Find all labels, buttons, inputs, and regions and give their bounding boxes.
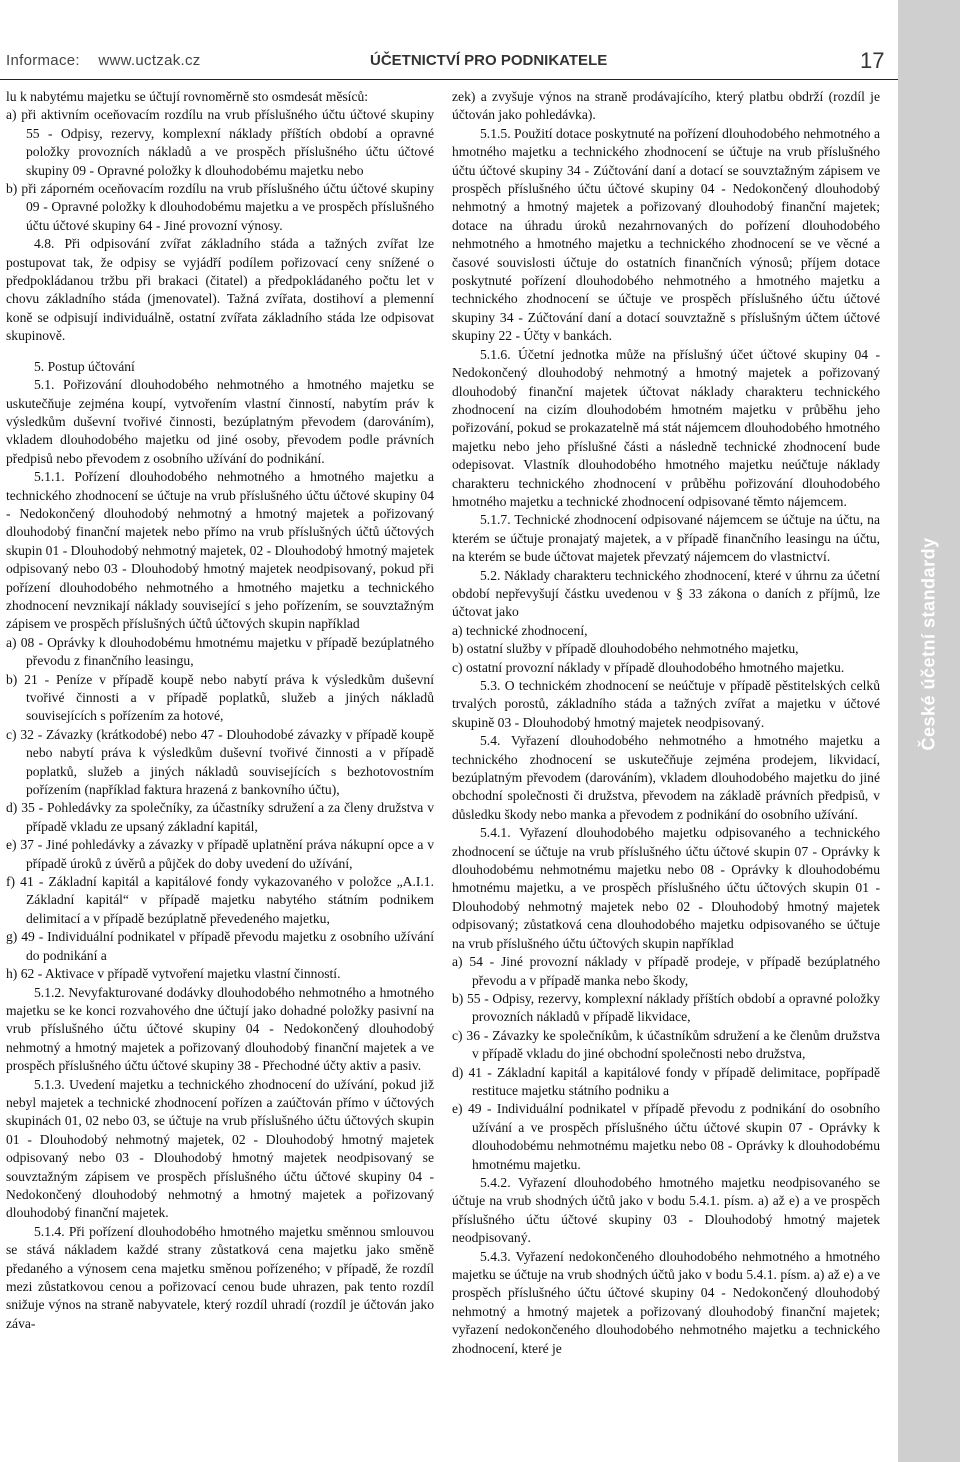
paragraph: 5.4.2. Vyřazení dlouhodobého hmotného majetku neodpisovaného se účtuje na vrub shodných účtů jako v bodu 5.4.1. písm. a) až e) a ve prospěch příslušného účtu účtové skupiny 03 - Dlouhodobý hmotný majetek neodpisovaný. bbox=[452, 1174, 880, 1246]
paragraph: 5.1.4. Při pořízení dlouhodobého hmotného majetku směnnou smlouvou se stává nákladem každé strany zůstatková cena majetku jako směně předaného a výnosem cena majetku směnou pořízeného; v případě, že rozdíl mezi zůstatkovou cenou a pořizovací cenou bude uhrazen, pak tento rozdíl snižuje výnos na straně nabyvatele, který rozdíl uhradí (rozdíl je účtován jako záva- bbox=[6, 1223, 434, 1331]
header-divider bbox=[0, 79, 898, 80]
paragraph: 5.1.6. Účetní jednotka může na příslušný účet účtové skupiny 04 - Nedokončený dlouhodobý nehmotný a hmotný majetek a pořizovaný dlouhodobý finanční majetek účtovat náklady charakteru technického zhodnocení na cizím dlouhodobém hmotném majetku v průběhu jeho pořizování, pokud se prokazatelně má stát nájemcem dlouhodobého hmotného majetku nebo jeho příslušné části a následně technické zhodnocení bude odepisovat. Vlastník dlouhodobého hmotného majetku neúčtuje náklady charakteru technického zhodnocení v průběhu pořizování dlouhodobého hmotného majetku a technické zhodnocení odpisované těmto nájemcem. bbox=[452, 346, 880, 509]
paragraph: lu k nabytému majetku se účtují rovnoměrně sto osmdesát měsíců: bbox=[6, 89, 369, 104]
list-item: d) 35 - Pohledávky za společníky, za účastníky sdružení a za členy družstva v případě vkladu ze upsaný základní kapitál, bbox=[6, 800, 434, 834]
paragraph: 5.1. Pořizování dlouhodobého nehmotného a hmotného majetku se uskutečňuje zejména koupí, vytvořením vlastní činností, nabytím práv k výsledkům duševní tvořivé činnosti, bezúplatným převodem (darováním), vkladem dlouhodobého majetku od jiné osoby, převodem podle právních předpisů nebo převodem z osobního užívání do podnikání. bbox=[6, 377, 434, 466]
list-item: e) 49 - Individuální podnikatel v případě převodu z podnikání do osobního užívání a ve prospěch příslušného účtu účtové skupin 07 - Oprávky k dlouhodobému nehmotnému majetku nebo 08 - Oprávky k dlouhodobému hmotnému majetku. bbox=[452, 1101, 880, 1172]
page-header bbox=[0, 0, 898, 80]
list-item: e) 37 - Jiné pohledávky a závazky v případě uplatnění práva nákupní opce a v případě úroků z úvěrů a půjček do doby uvedení do užívání, bbox=[6, 837, 434, 871]
list-item: c) ostatní provozní náklady v případě dlouhodobého hmotného majetku. bbox=[452, 659, 845, 675]
list-item: b) 21 - Peníze v případě koupě nebo nabytí práva k výsledkům duševní tvořivé činnosti a v případě poplatků, služeb a jiných nákladů souvisejících s pořízením za hotové, bbox=[6, 671, 434, 724]
page-number: 17 bbox=[860, 48, 885, 73]
list-item: b) ostatní služby v případě dlouhodobého nehmotného majetku, bbox=[452, 641, 799, 657]
paragraph: 5.2. Náklady charakteru technického zhodnocení, které v úhrnu za účetní období nepřevyšují částku uvedenou v § 33 zákona o daních z příjmů, lze účtovat jako bbox=[452, 567, 880, 620]
list-item: a) 08 - Oprávky k dlouhodobému hmotnému majetku v případě bezúplatného převodu z finančního leasingu, bbox=[6, 634, 434, 669]
paragraph: 5.4. Vyřazení dlouhodobého nehmotného a hmotného majetku a technického zhodnocení se uskutečňuje zejména prodejem, likvidací, bezúplatným převodem (darováním), vkladem dlouhodobého majetku do jiné obchodní společnosti či družstva, převodem na základě právních předpisů, v důsledku škody nebo manka a převodem z podnikání do osobního užívání. bbox=[452, 733, 880, 822]
list-item: g) 49 - Individuální podnikatel v případě převodu majetku z osobního užívání do podnikání a bbox=[6, 929, 434, 963]
left-text-column bbox=[6, 88, 434, 1333]
paragraph: 5.1.7. Technické zhodnocení odpisované nájemcem se účtuje na účtu, na kterém se účtuje pronajatý majetek, a v případě finančního leasingu na účtu, na kterém se bude účtovat majetek převzatý nájemcem do vlastnictví. bbox=[452, 512, 880, 565]
list-item: f) 41 - Základní kapitál a kapitálové fondy vykazovaného v položce „A.I.1. Základní kapitál“ v případě majetku nabytého státním podnikem delimitací a v případě bezúplatně převedeného majetku, bbox=[6, 874, 434, 926]
paragraph: 5. Postup účtování bbox=[34, 358, 135, 374]
list-item: b) při záporném oceňovacím rozdílu na vrub příslušného účtu účtové skupiny 09 - Opravné položky k dlouhodobému majetku a ve prospěch příslušného účtu účtové skupiny 64 - Jiné provozní výnosy. bbox=[6, 181, 434, 233]
paragraph: 5.4.1. Vyřazení dlouhodobého majetku odpisovaného a technického zhodnocení se účtuje na vrub příslušného účtu účtové skupin 07 - Oprávky k dlouhodobému nehmotnému majetku nebo 08 - Oprávky k dlouhodobému hmotnému majetku, a ve prospěch příslušného účtu účtových skupin 01 - Dlouhodobý nehmotný majetek nebo 02 - Dlouhodobý hmotný majetek odpisovaný; zůstatková cena dlouhodobého majetku odpisovaného se účtuje na vrub příslušného účtu účtových skupin například bbox=[452, 825, 880, 951]
list-item: h) 62 - Aktivace v případě vytvoření majetku vlastní činností. bbox=[6, 966, 341, 982]
paragraph: 5.1.2. Nevyfakturované dodávky dlouhodobého nehmotného a hmotného majetku se ke konci rozvahového dne účtují jako dohadné položky pasivní na vrub příslušného účtu účtové skupiny 04 - Nedokončený dlouhodobý nehmotný a hmotný majetek a pořizovaný dlouhodobý finanční majetek a ve prospěch příslušného účtu účtové skupiny 38 - Přechodné účty aktiv a pasiv. bbox=[6, 984, 434, 1074]
paragraph: 4.8. Při odpisování zvířat základního stáda a tažných zvířat lze postupovat tak, že odpisy se vyjádří podílem pořizovací ceny snížené o předpokládanou tržbu při brakaci (čitatel) a předpokládaného počtu let v chovu základního stáda (jmenovatel). Tažná zvířata, dostihoví a plemenní koně se odpisují individuálně, ostatní zvířata základního stáda lze odpisovat skupinově. bbox=[6, 236, 434, 344]
paragraph: 5.3. O technickém zhodnocení se neúčtuje v případě pěstitelských celků trvalých porostů, základního stáda a tažných zvířat a majetku v účtové skupině 03 - Dlouhodobý hmotný majetek neodpisovaný. bbox=[452, 678, 880, 730]
paragraph: 5.1.5. Použití dotace poskytnuté na pořízení dlouhodobého nehmotného a hmotného majetku a technického zhodnocení se účtuje na vrub příslušného účtu účtové skupiny 34 - Zúčtování daní a dotací se souvztažným zápisem ve prospěch příslušného účtu účtové skupiny 04 - Nedokončený dlouhodobý nehmotný a hmotný majetek a pořizovaný dlouhodobý finanční majetek; dotace na úhradu úroků nezahrnovaných do pořízení dlouhodobého nehmotného a hmotného majetku a technického zhodnocení se ve věcné a časové souvislosti účtuje do ostatních finančních výnosů; příjem dotace poskytnuté pořízení dlouhodobého nehmotného a hmotného majetku a technického zhodnocení se účtuje ve prospěch příslušného účtu účtové skupiny 34 - Zúčtování daní a dotací souvztažně s příslušným účtem účtové skupiny 22 - Účty v bankách. bbox=[452, 125, 880, 344]
header-url-link[interactable]: www.uctzak.cz bbox=[98, 52, 201, 69]
list-item: c) 32 - Závazky (krátkodobé) nebo 47 - Dlouhodobé závazky v případě koupě nebo nabytí práva k výsledkům duševní tvořivé činnosti a v případě poplatků, služeb a jiných nákladů souvisejících s bezhotovostním pořízením (například faktura hrazená z bankovního účtu), bbox=[6, 726, 434, 798]
side-tab bbox=[898, 0, 960, 1462]
paragraph-spacer bbox=[6, 346, 434, 358]
paragraph: 5.4.3. Vyřazení nedokončeného dlouhodobého nehmotného a hmotného majetku se účtuje na vrub shodných účtů jako v bodu 5.4.1. písm. a) až e) a ve prospěch příslušného účtu účtové skupiny 04 - Nedokončený dlouhodobý nehmotný a hmotný majetek a pořizovaný dlouhodobý finanční majetek; vyřazení nedokončeného dlouhodobého nehmotného majetku a technického zhodnocení, které je bbox=[452, 1248, 880, 1356]
paragraph: 5.1.3. Uvedení majetku a technického zhodnocení do užívání, pokud již nebyl majetek a technické zhodnocení pořízen a zaúčtován přímo v účtových skupinách 01, 02 nebo 03, se účtuje na vrub příslušného účtu účtových skupin 01 - Dlouhodobý nehmotný majetek, 02 - Dlouhodobý hmotný majetek odpisovaný nebo 03 - Dlouhodobý hmotný majetek neodpisovaný se souvztažným zápisem ve prospěch příslušného účtu účtové skupiny 04 - Nedokončený dlouhodobý nehmotný a hmotný majetek a pořizovaný dlouhodobý finanční majetek. bbox=[6, 1076, 434, 1221]
list-item: b) 55 - Odpisy, rezervy, komplexní náklady příštích období a opravné položky provozních nákladů v případě likvidace, bbox=[452, 990, 880, 1025]
list-item: a) při aktivním oceňovacím rozdílu na vrub příslušného účtu účtové skupiny 55 - Odpisy, rezervy, komplexní náklady příštích období a opravné položky provozních nákladů a ve prospěch příslušného účtu účtové skupiny 09 - Opravné položky k dlouhodobému majetku nebo bbox=[6, 107, 434, 178]
side-tab-label: České účetní standardy bbox=[918, 537, 939, 751]
header-informace-label: Informace: bbox=[6, 52, 80, 69]
header-section-title: ÚČETNICTVÍ PRO PODNIKATELE bbox=[370, 52, 608, 69]
header-source bbox=[6, 52, 215, 69]
paragraph: zek) a zvyšuje výnos na straně prodávajícího, který platbu obdrží (rozdíl je účtován jako pohledávka). bbox=[452, 89, 880, 123]
list-item: a) technické zhodnocení, bbox=[452, 622, 588, 638]
list-item: d) 41 - Základní kapitál a kapitálové fondy v případě delimitace, popřípadě restituce majetku státního podniku a bbox=[452, 1064, 880, 1098]
right-text-column bbox=[452, 88, 880, 1358]
list-item: c) 36 - Závazky ke společníkům, k účastníkům sdružení a ke členům družstva v případě vkladu do jiné obchodní společnosti nebo družstva, bbox=[452, 1027, 880, 1062]
list-item: a) 54 - Jiné provozní náklady v případě prodeje, v případě bezúplatného převodu a v případě manka nebo škody, bbox=[452, 954, 880, 988]
paragraph: 5.1.1. Pořízení dlouhodobého nehmotného a hmotného majetku a technického zhodnocení se účtuje na vrub příslušného účtu účtové skupiny 04 - Nedokončený dlouhodobý nehmotný a hmotný majetek a pořizovaný dlouhodobý finanční majetek nebo přímo na vrub příslušných účtů účtových skupin 01 - Dlouhodobý nehmotný majetek, 02 - Dlouhodobý hmotný majetek odpisovaný nebo 03 - Dlouhodobý hmotný majetek neodpisovaný, pokud při pořízení dlouhodobého nehmotného a hmotného majetku a technického zhodnocení nevznikají náklady související s jeho pořízením, se souvztažným zápisem ve prospěch příslušných účtů účtových skupin například bbox=[6, 469, 434, 632]
